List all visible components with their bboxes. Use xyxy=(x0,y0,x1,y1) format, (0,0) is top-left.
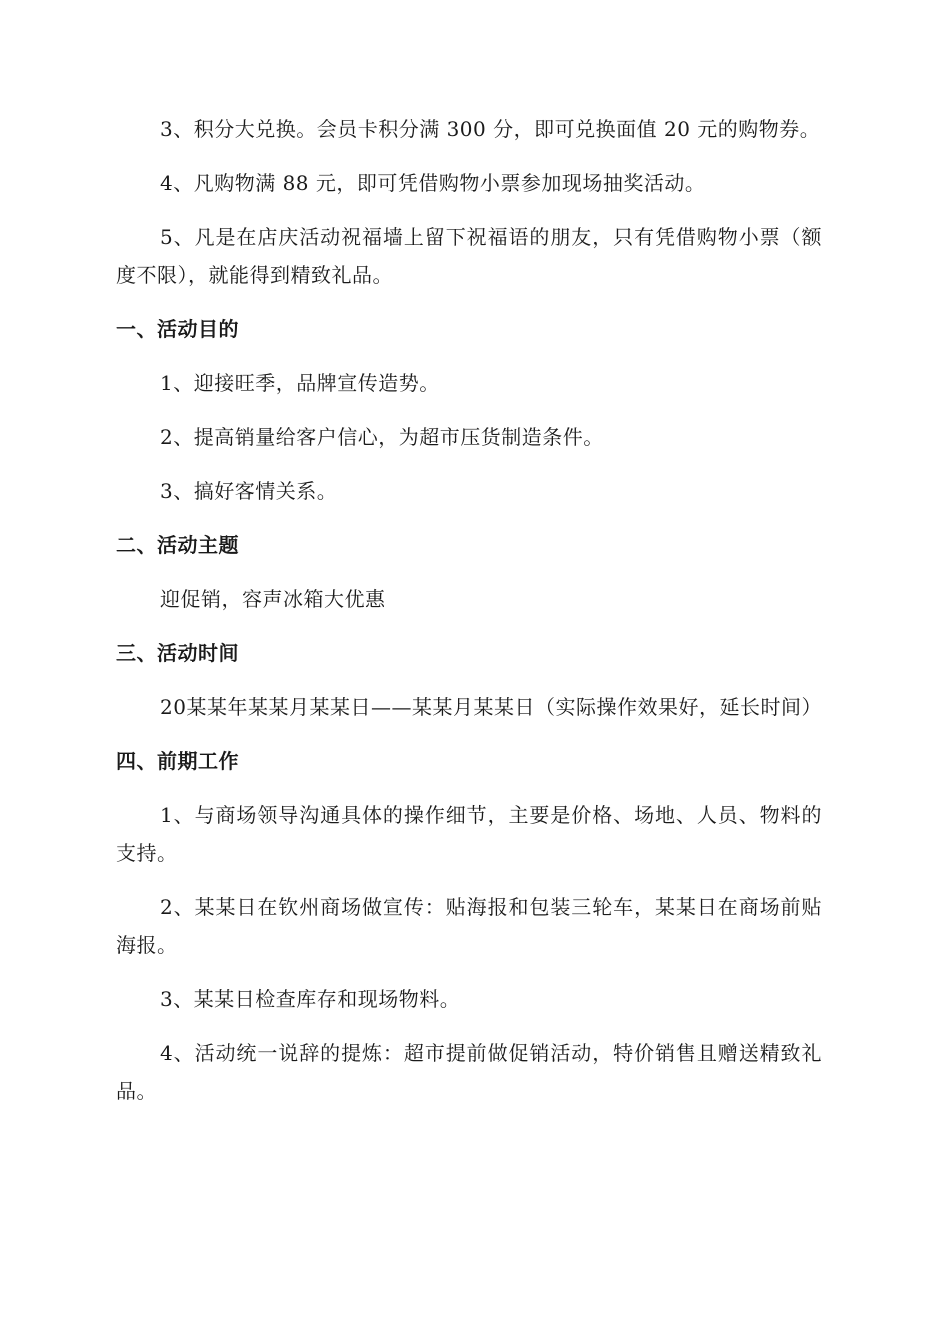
intro-paragraph-5: 5、凡是在店庆活动祝福墙上留下祝福语的朋友，只有凭借购物小票（额度不限），就能得到精致礼品。 xyxy=(116,225,822,287)
intro-paragraph-4: 4、凡购物满 88 元，即可凭借购物小票参加现场抽奖活动。 xyxy=(160,171,706,195)
section-heading-preparation: 四、前期工作 xyxy=(116,749,239,773)
preparation-item-4: 4、活动统一说辞的提炼：超市提前做促销活动，特价销售且赠送精致礼品。 xyxy=(116,1041,822,1103)
preparation-item-3: 3、某某日检查库存和现场物料。 xyxy=(160,987,461,1011)
purpose-item-3: 3、搞好客情关系。 xyxy=(160,479,338,503)
section-heading-theme: 二、活动主题 xyxy=(116,533,239,557)
preparation-item-1: 1、与商场领导沟通具体的操作细节，主要是价格、场地、人员、物料的支持。 xyxy=(116,803,822,865)
intro-paragraph-3: 3、积分大兑换。会员卡积分满 300 分，即可兑换面值 20 元的购物券。 xyxy=(160,117,821,141)
document-page xyxy=(116,110,822,1126)
purpose-item-1: 1、迎接旺季，品牌宣传造势。 xyxy=(160,371,440,395)
preparation-item-2: 2、某某日在钦州商场做宣传：贴海报和包装三轮车，某某日在商场前贴海报。 xyxy=(116,895,822,957)
purpose-item-2: 2、提高销量给客户信心，为超市压货制造条件。 xyxy=(160,425,604,449)
time-text: 20某某年某某月某某日——某某月某某日（实际操作效果好，延长时间） xyxy=(160,695,822,719)
section-heading-time: 三、活动时间 xyxy=(116,641,239,665)
theme-text: 迎促销，容声冰箱大优惠 xyxy=(160,587,386,611)
section-heading-purpose: 一、活动目的 xyxy=(116,317,239,341)
